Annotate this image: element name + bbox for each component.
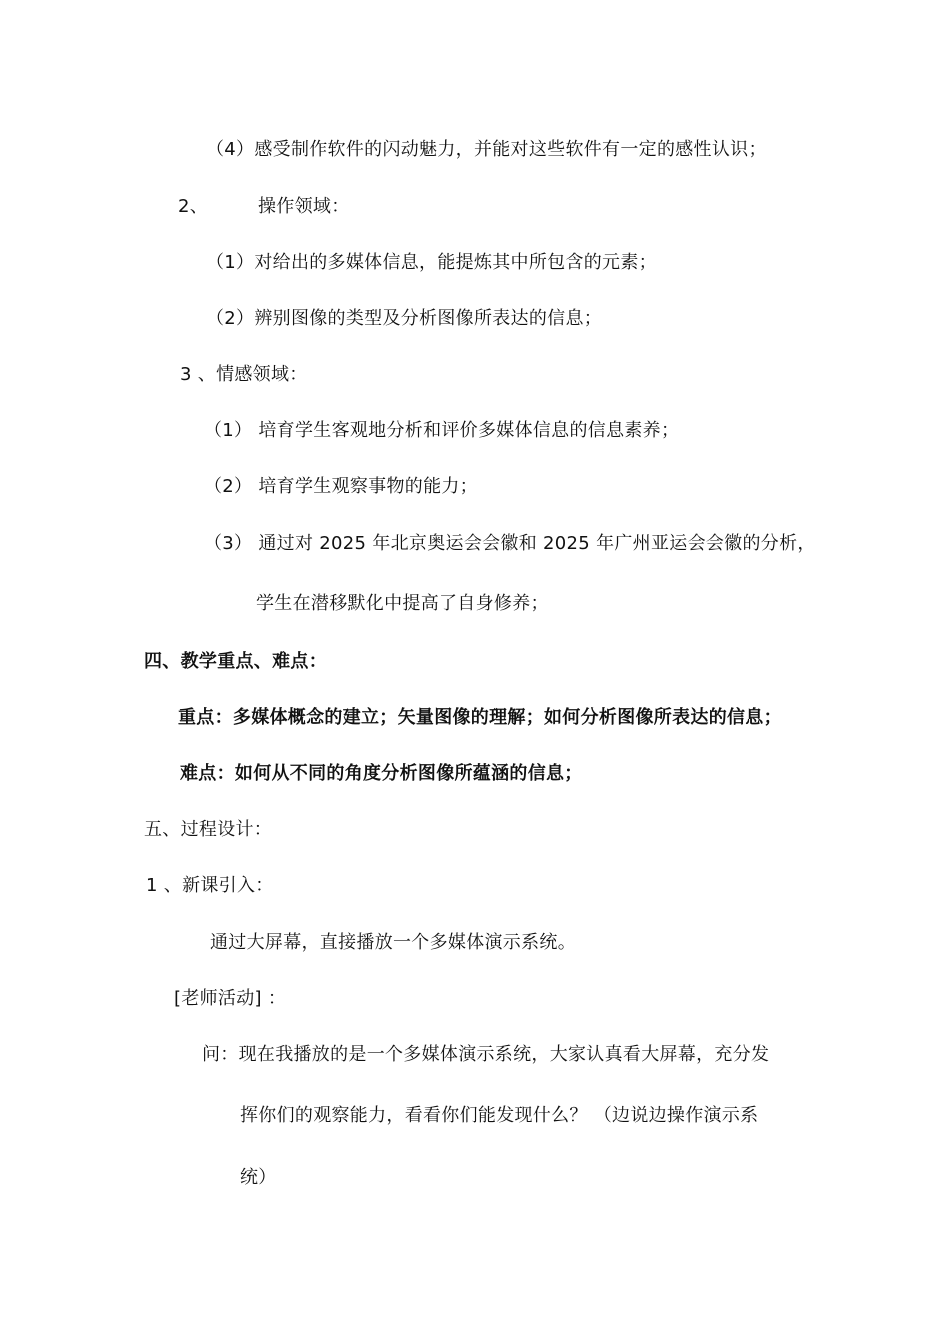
difficult-points-line: 难点：如何从不同的角度分析图像所蕴涵的信息； <box>180 763 583 784</box>
step-1-description: 通过大屏幕，直接播放一个多媒体演示系统。 <box>210 932 576 953</box>
objective-4-line: （4）感受制作软件的闪动魅力，并能对这些软件有一定的感性认识； <box>206 139 767 160</box>
emotion-item-2: （2） 培育学生观察事物的能力； <box>204 476 478 497</box>
emotion-item-3: （3） 通过对 2025 年北京奥运会会徽和 2025 年广州亚运会会徽的分析， <box>204 533 816 554</box>
emotion-item-1: （1） 培育学生客观地分析和评价多媒体信息的信息素养； <box>204 420 680 441</box>
teacher-activity-label: [老师活动] ： <box>174 988 287 1009</box>
step-1-heading: 1 、新课引入： <box>146 875 274 896</box>
key-points-line: 重点：多媒体概念的建立；矢量图像的理解；如何分析图像所表达的信息； <box>178 707 782 728</box>
question-line-3: 统） <box>240 1167 277 1188</box>
emotion-item-3-continued: 学生在潜移默化中提高了自身修养； <box>256 593 549 614</box>
question-line-1: 问：现在我播放的是一个多媒体演示系统，大家认真看大屏幕，充分发 <box>202 1044 770 1065</box>
section-five-heading: 五、过程设计： <box>144 819 273 840</box>
operation-item-2: （2）辨别图像的类型及分析图像所表达的信息； <box>206 308 603 329</box>
question-line-2: 挥你们的观察能力，看看你们能发现什么？ （边说边操作演示系 <box>240 1105 759 1126</box>
operation-item-1: （1）对给出的多媒体信息，能提炼其中所包含的元素； <box>206 252 657 273</box>
section-four-heading: 四、教学重点、难点： <box>144 651 327 672</box>
section-2-heading: 操作领域： <box>258 196 350 217</box>
section-2-number: 2、 <box>178 196 209 217</box>
section-3-heading: 3 、情感领域： <box>180 364 308 385</box>
